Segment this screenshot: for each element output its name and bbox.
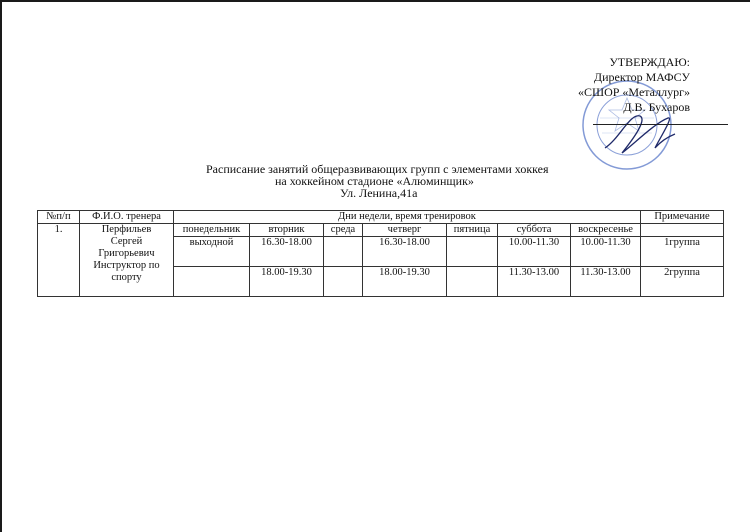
days-row (38, 224, 724, 237)
approval-name: Д.В. Бухаров (623, 100, 690, 114)
coach-patronymic: Григорьевич (98, 248, 155, 259)
g1-thu: 16.30-18.00 (363, 237, 447, 267)
title-line-2: на хоккейном стадионе «Алюминщик» (275, 174, 474, 188)
day-saturday: суббота (498, 224, 571, 237)
signature (600, 108, 680, 168)
g1-sun: 10.00-11.30 (571, 237, 641, 267)
header-days: Дни недели, время тренировок (174, 211, 641, 224)
g1-fri (447, 237, 498, 267)
scan-edge-left (0, 0, 2, 532)
signature-line (593, 124, 728, 125)
approval-organization: «СШОР «Металлург» (577, 85, 690, 99)
g1-note: 1группа (641, 237, 724, 267)
approval-position: Директор МАФСУ (593, 70, 690, 84)
table-header-row (38, 211, 724, 224)
g1-tue: 16.30-18.00 (250, 237, 324, 267)
day-friday: пятница (447, 224, 498, 237)
note-empty (641, 224, 724, 237)
g2-mon (174, 267, 250, 297)
title-line-3: Ул. Ленина,41а (340, 186, 418, 200)
g2-thu: 18.00-19.30 (363, 267, 447, 297)
g2-note: 2группа (641, 267, 724, 297)
day-sunday: воскресенье (571, 224, 641, 237)
coach-role: Инструктор по (93, 260, 160, 271)
g2-tue: 18.00-19.30 (250, 267, 324, 297)
day-wednesday: среда (324, 224, 363, 237)
header-note: Примечание (641, 211, 724, 224)
day-thursday: четверг (363, 224, 447, 237)
approval-block (490, 55, 690, 115)
g1-sat: 10.00-11.30 (498, 237, 571, 267)
g2-sat: 11.30-13.00 (498, 267, 571, 297)
g2-wed (324, 267, 363, 297)
approval-heading: УТВЕРЖДАЮ: (609, 55, 690, 69)
coach-role-cont: спорту (111, 272, 142, 283)
g2-sun: 11.30-13.00 (571, 267, 641, 297)
coach-cell (80, 224, 174, 297)
schedule-table (37, 210, 724, 297)
g1-wed (324, 237, 363, 267)
title-line-1: Расписание занятий общеразвивающих групп с элементами хоккея (206, 162, 549, 176)
scan-edge-top (0, 0, 750, 2)
header-coach: Ф.И.О. тренера (80, 211, 174, 224)
day-monday: понедельник (174, 224, 250, 237)
header-num: №п/п (38, 211, 80, 224)
g2-fri (447, 267, 498, 297)
row-num: 1. (38, 224, 80, 297)
coach-name: Сергей (110, 236, 143, 247)
coach-surname: Перфильев (101, 224, 152, 235)
day-tuesday: вторник (250, 224, 324, 237)
g1-mon: выходной (174, 237, 250, 267)
